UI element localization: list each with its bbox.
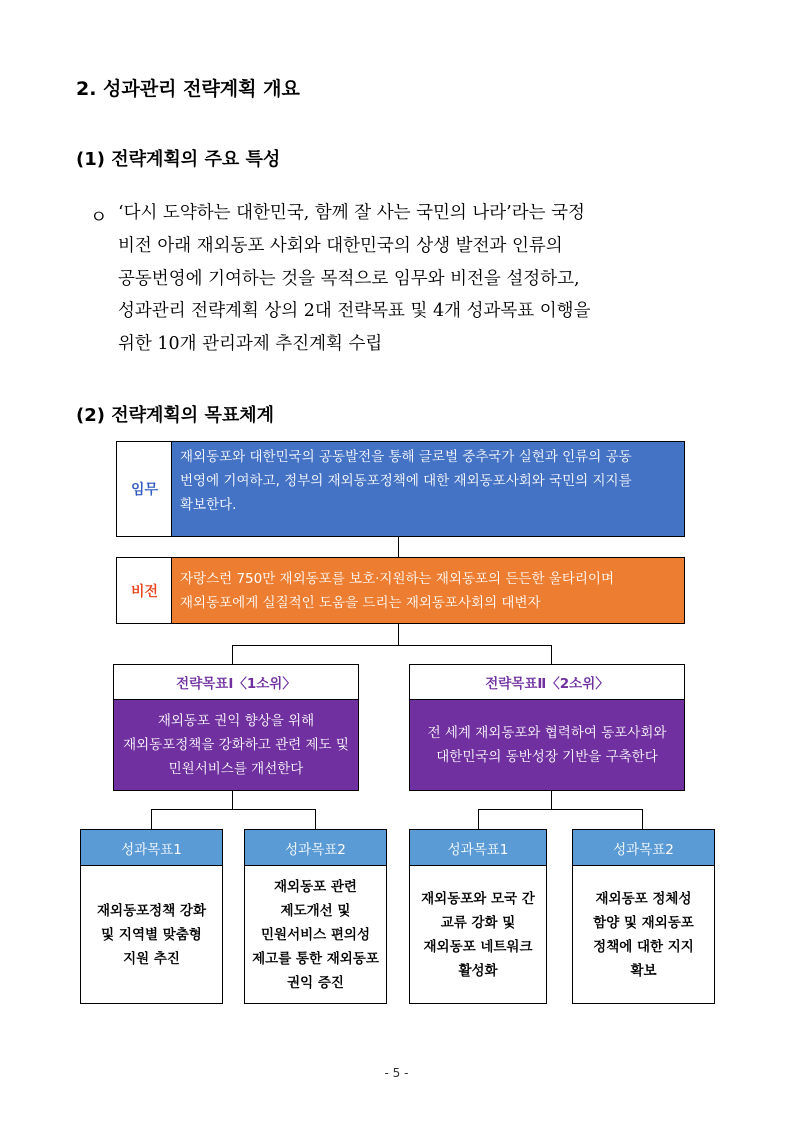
performance-goal-4-body bbox=[572, 866, 715, 1004]
connector-line bbox=[551, 791, 552, 809]
paragraph-line: 비전 아래 재외동포 사회와 대한민국의 상생 발전과 인류의 bbox=[118, 235, 563, 256]
strategic-goal-line: 대한민국의 동반성장 기반을 구축한다 bbox=[436, 749, 658, 765]
body-paragraph bbox=[118, 197, 724, 361]
performance-goal-line: 함양 및 재외동포 bbox=[593, 914, 694, 931]
strategic-goal-line: 전 세계 재외동포와 협력하여 동포사회와 bbox=[427, 725, 667, 741]
subsection-title-goal-system: (2) 전략계획의 목표체계 bbox=[76, 405, 275, 426]
bullet-marker: ㅇ bbox=[90, 207, 108, 228]
performance-goal-1-body bbox=[80, 866, 223, 1004]
connector-line bbox=[315, 809, 316, 829]
vision-line: 재외동포에게 실질적인 도움을 드리는 재외동포사회의 대변자 bbox=[180, 594, 541, 611]
performance-goal-line: 활성화 bbox=[458, 962, 498, 979]
performance-goal-line: 제고를 통한 재외동포 bbox=[252, 950, 379, 967]
performance-goal-line: 확보 bbox=[630, 962, 657, 979]
paragraph-line: 성과관리 전략계획 상의 2대 전략목표 및 4개 성과목표 이행을 bbox=[118, 301, 591, 322]
performance-goal-4-title: 성과목표2 bbox=[572, 829, 715, 866]
connector-line bbox=[478, 809, 643, 810]
paragraph-line: 공동번영에 기여하는 것을 목적으로 임무와 비전을 설정하고, bbox=[118, 268, 580, 289]
strategic-goal-1-body bbox=[113, 700, 359, 791]
connector-line bbox=[551, 645, 552, 664]
mission-line: 확보한다. bbox=[180, 497, 237, 513]
connector-line bbox=[478, 809, 479, 829]
performance-goal-line: 권익 증진 bbox=[287, 974, 344, 991]
strategic-goal-1-title: 전략목표Ⅰ〈1소위〉 bbox=[113, 664, 359, 700]
connector-line bbox=[398, 537, 399, 557]
performance-goal-line: 정책에 대한 지지 bbox=[593, 938, 694, 955]
connector-line bbox=[232, 645, 552, 646]
performance-goal-line: 재외동포 네트워크 bbox=[423, 938, 533, 955]
performance-goal-line: 교류 강화 및 bbox=[440, 914, 516, 931]
connector-line bbox=[642, 809, 643, 829]
strategic-goal-2-title: 전략목표Ⅱ〈2소위〉 bbox=[409, 664, 685, 700]
vision-label: 비전 bbox=[116, 557, 172, 624]
connector-line bbox=[232, 791, 233, 809]
performance-goal-line: 재외동포와 모국 간 bbox=[421, 890, 535, 907]
mission-label: 임무 bbox=[116, 441, 172, 537]
performance-goal-1-title: 성과목표1 bbox=[80, 829, 223, 866]
subsection-title-features: (1) 전략계획의 주요 특성 bbox=[76, 149, 281, 170]
mission-line: 번영에 기여하고, 정부의 재외동포정책에 대한 재외동포사회와 국민의 지지를 bbox=[180, 473, 632, 489]
performance-goal-line: 재외동포 정체성 bbox=[595, 890, 692, 907]
performance-goal-line: 지원 추진 bbox=[123, 950, 180, 967]
mission-line: 재외동포와 대한민국의 공동발전을 통해 글로벌 중추국가 실현과 인류의 공동 bbox=[180, 449, 632, 465]
performance-goal-line: 민원서비스 편의성 bbox=[260, 926, 371, 943]
performance-goal-line: 및 지역별 맞춤형 bbox=[101, 926, 202, 943]
performance-goal-line: 재외동포 관련 bbox=[274, 878, 357, 895]
performance-goal-2-body bbox=[244, 866, 387, 1004]
connector-line bbox=[151, 809, 152, 829]
performance-goal-3-body bbox=[409, 866, 547, 1004]
vision-line: 자랑스런 750만 재외동포를 보호·지원하는 재외동포의 든든한 울타리이며 bbox=[180, 570, 614, 587]
strategic-goal-line: 재외동포 권익 향상을 위해 bbox=[157, 713, 315, 729]
connector-line bbox=[151, 809, 316, 810]
connector-line bbox=[398, 624, 399, 645]
performance-goal-2-title: 성과목표2 bbox=[244, 829, 387, 866]
performance-goal-line: 제도개선 및 bbox=[280, 902, 351, 919]
page-number: - 5 - bbox=[384, 1066, 409, 1080]
strategic-goal-line: 재외동포정책을 강화하고 관련 제도 및 bbox=[123, 737, 349, 753]
paragraph-line: 위한 10개 관리과제 추진계획 수립 bbox=[118, 334, 383, 355]
performance-goal-3-title: 성과목표1 bbox=[409, 829, 547, 866]
strategic-goal-line: 민원서비스를 개선한다 bbox=[168, 761, 304, 777]
paragraph-line: ‘다시 도약하는 대한민국, 함께 잘 사는 국민의 나라’라는 국정 bbox=[118, 203, 585, 223]
vision-box bbox=[171, 557, 685, 624]
performance-goal-line: 재외동포정책 강화 bbox=[96, 902, 207, 919]
section-title: 2. 성과관리 전략계획 개요 bbox=[76, 78, 300, 100]
connector-line bbox=[232, 645, 233, 664]
mission-box bbox=[171, 441, 685, 537]
strategic-goal-2-body bbox=[409, 700, 685, 791]
